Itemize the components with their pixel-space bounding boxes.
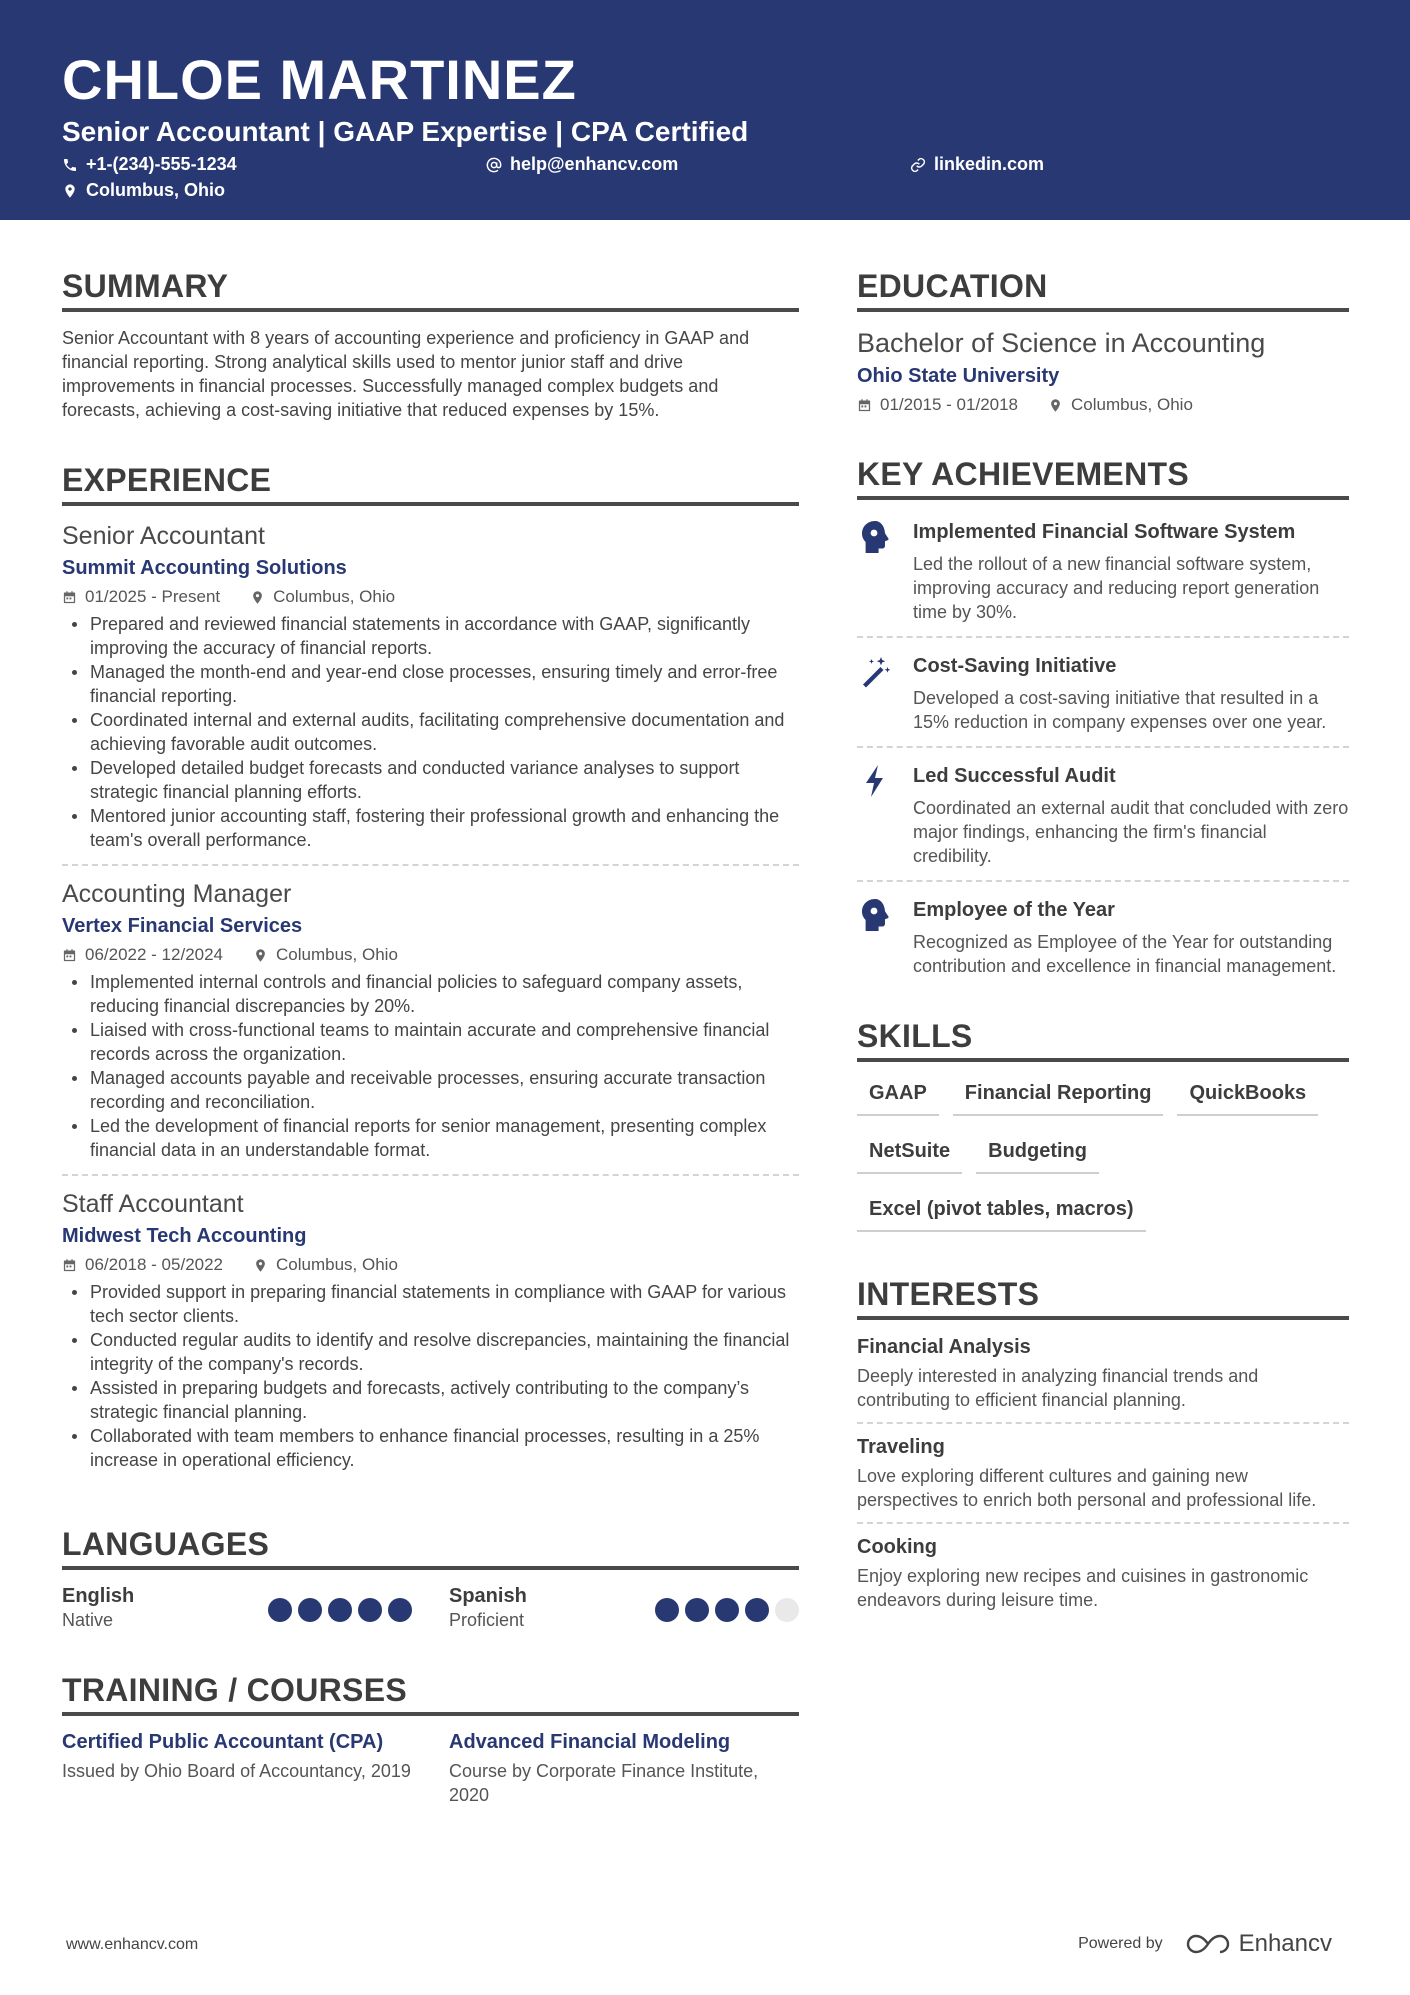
rating-dot <box>745 1598 769 1622</box>
job-location <box>253 1252 398 1278</box>
interest-title: Cooking <box>857 1536 937 1558</box>
training-title: TRAINING / COURSES <box>62 1672 799 1716</box>
experience-entry <box>62 520 799 866</box>
education-title: EDUCATION <box>857 268 1349 312</box>
languages-list <box>62 1584 799 1632</box>
interests-title: INTERESTS <box>857 1276 1349 1320</box>
interest-title: Traveling <box>857 1436 945 1458</box>
rating-dot <box>715 1598 739 1622</box>
education-location-text: Columbus, Ohio <box>1071 395 1193 414</box>
bullet-item: Coordinated internal and external audits, facilitating comprehensive documentation and achieving favorable audit outcomes. <box>62 708 799 756</box>
interests-section <box>857 1276 1349 1622</box>
education-location <box>1048 392 1193 418</box>
interest-item <box>857 1534 1349 1622</box>
magic-wand-icon <box>859 654 891 688</box>
company-name: Summit Accounting Solutions <box>62 557 347 579</box>
rating-dot <box>298 1598 322 1622</box>
email-text[interactable]: help@enhancv.com <box>510 154 679 174</box>
phone-text: +1-(234)-555-1234 <box>86 154 237 174</box>
bullet-item: Managed accounts payable and receivable processes, ensuring accurate transaction recording and reconciliation. <box>62 1066 799 1114</box>
summary-title: SUMMARY <box>62 268 799 312</box>
languages-section <box>62 1526 799 1632</box>
bullet-item: Liaised with cross-functional teams to maintain accurate and comprehensive financial records across the organization. <box>62 1018 799 1066</box>
head-icon <box>859 520 891 554</box>
achievement-icon-wrap <box>857 896 893 936</box>
job-dates <box>62 584 220 610</box>
bullet-item: Developed detailed budget forecasts and conducted variance analyses to support strategic financial planning efforts. <box>62 756 799 804</box>
job-dates <box>62 942 223 968</box>
achievement-desc: Developed a cost-saving initiative that resulted in a 15% reduction in company expenses over one year. <box>913 688 1327 732</box>
bullet-item: Assisted in preparing budgets and forecasts, actively contributing to the company’s strategic financial planning. <box>62 1376 799 1424</box>
skills-list <box>857 1076 1349 1232</box>
interest-desc: Deeply interested in analyzing financial trends and contributing to efficient financial planning. <box>857 1366 1259 1410</box>
achievement-title: Implemented Financial Software System <box>913 521 1296 543</box>
skill-tag: Excel (pivot tables, macros) <box>857 1196 1146 1232</box>
phone-icon <box>62 157 78 173</box>
job-location <box>253 942 398 968</box>
language-name: Spanish <box>449 1585 527 1607</box>
course-desc: Course by Corporate Finance Institute, 2020 <box>449 1761 759 1805</box>
achievement-icon-wrap <box>857 518 893 558</box>
contact-info <box>62 154 1348 210</box>
interest-desc: Enjoy exploring new recipes and cuisines in gastronomic endeavors during leisure time. <box>857 1566 1309 1610</box>
skills-section <box>857 1018 1349 1232</box>
bullet-item: Collaborated with team members to enhance financial processes, resulting in a 25% increase in operational efficiency. <box>62 1424 799 1472</box>
experience-entry <box>62 1188 799 1484</box>
achievement-icon-wrap <box>857 762 893 802</box>
achievement-title: Employee of the Year <box>913 899 1115 921</box>
job-meta <box>62 942 799 968</box>
experience-title: EXPERIENCE <box>62 462 799 506</box>
rating-dot <box>775 1598 799 1622</box>
languages-title: LANGUAGES <box>62 1526 799 1570</box>
rating-dot <box>328 1598 352 1622</box>
job-bullets <box>62 612 799 852</box>
language-level: Native <box>62 1610 114 1630</box>
calendar-icon <box>62 1258 77 1273</box>
experience-entry <box>62 878 799 1176</box>
location-pin-icon <box>62 183 78 199</box>
training-section <box>62 1672 799 1807</box>
job-title: Senior Accountant <box>62 522 265 550</box>
achievement-title: Cost-Saving Initiative <box>913 655 1117 677</box>
language-rating <box>268 1598 412 1622</box>
contact-email[interactable] <box>486 154 678 175</box>
rating-dot <box>358 1598 382 1622</box>
summary-section <box>62 268 799 422</box>
job-title: Accounting Manager <box>62 880 292 908</box>
location-pin-icon <box>1048 398 1063 413</box>
bullet-item: Conducted regular audits to identify and resolve discrepancies, maintaining the financial integrity of the company's records. <box>62 1328 799 1376</box>
course-title: Certified Public Accountant (CPA) <box>62 1731 384 1753</box>
course-item <box>62 1730 412 1807</box>
course-title: Advanced Financial Modeling <box>449 1731 731 1753</box>
experience-section <box>62 462 799 1484</box>
resume-header <box>0 0 1410 220</box>
powered-by-text: Powered by <box>1078 1935 1163 1952</box>
company-name: Vertex Financial Services <box>62 915 303 937</box>
language-level: Proficient <box>449 1610 525 1630</box>
rating-dot <box>685 1598 709 1622</box>
link-icon <box>910 157 926 173</box>
interest-title: Financial Analysis <box>857 1336 1031 1358</box>
achievement-item <box>857 648 1349 748</box>
interest-desc: Love exploring different cultures and gaining new perspectives to enrich both personal and professional life. <box>857 1466 1317 1510</box>
job-meta <box>62 584 799 610</box>
infinity-logo-icon <box>1185 1932 1231 1956</box>
language-rating <box>655 1598 799 1622</box>
location-pin-icon <box>253 1258 268 1273</box>
education-dates <box>857 392 1018 418</box>
brand-logo[interactable] <box>1185 1930 1332 1958</box>
achievement-desc: Recognized as Employee of the Year for outstanding contribution and excellence in financial management. <box>913 932 1337 976</box>
achievement-title: Led Successful Audit <box>913 765 1116 787</box>
bullet-item: Implemented internal controls and financial policies to safeguard company assets, reducing financial discrepancies by 20%. <box>62 970 799 1018</box>
courses-list <box>62 1730 799 1807</box>
contact-linkedin[interactable] <box>910 154 1044 175</box>
achievement-item <box>857 514 1349 638</box>
job-location-text: Columbus, Ohio <box>276 945 398 964</box>
rating-dot <box>655 1598 679 1622</box>
job-dates-text: 06/2018 - 05/2022 <box>85 1255 224 1274</box>
job-bullets <box>62 1280 799 1472</box>
degree-title: Bachelor of Science in Accounting <box>857 328 1266 358</box>
right-column <box>857 268 1349 1662</box>
contact-location <box>62 180 225 201</box>
interest-item <box>857 1434 1349 1524</box>
achievement-body <box>913 896 1349 978</box>
bullet-item: Mentored junior accounting staff, fostering their professional growth and enhancing the team's overall performance. <box>62 804 799 852</box>
interest-item <box>857 1334 1349 1424</box>
skill-tag: Budgeting <box>976 1138 1099 1174</box>
education-section <box>857 268 1349 418</box>
bullet-item: Prepared and reviewed financial statements in accordance with GAAP, significantly improving the accuracy of financial reports. <box>62 612 799 660</box>
job-title: Staff Accountant <box>62 1190 244 1218</box>
language-text <box>449 1584 527 1632</box>
candidate-headline: Senior Accountant | GAAP Expertise | CPA Certified <box>62 116 749 147</box>
at-icon <box>486 157 502 173</box>
achievement-body <box>913 762 1349 868</box>
company-name: Midwest Tech Accounting <box>62 1225 307 1247</box>
page-footer <box>66 1930 1332 1960</box>
job-dates-text: 06/2022 - 12/2024 <box>85 945 224 964</box>
job-meta <box>62 1252 799 1278</box>
achievement-desc: Coordinated an external audit that concluded with zero major findings, enhancing the firm's financial credibility. <box>913 798 1349 866</box>
skill-tag: QuickBooks <box>1177 1080 1318 1116</box>
footer-branding <box>1078 1930 1332 1958</box>
achievements-title: KEY ACHIEVEMENTS <box>857 456 1349 500</box>
rating-dot <box>388 1598 412 1622</box>
rating-dot <box>268 1598 292 1622</box>
job-location <box>250 584 395 610</box>
summary-text: Senior Accountant with 8 years of accounting experience and proficiency in GAAP and financial reporting. Strong analytical skills used to mentor junior staff and drive improvements in financial processes. Successfully managed complex budgets and forecasts, achieving a cost-saving initiative that reduced expenses by 15%. <box>62 328 750 420</box>
lightning-icon <box>859 764 891 798</box>
achievement-body <box>913 518 1349 624</box>
achievement-desc: Led the rollout of a new financial software system, improving accuracy and reducing report generation time by 30%. <box>913 554 1320 622</box>
language-name: English <box>62 1585 135 1607</box>
language-item <box>449 1584 799 1632</box>
education-dates-text: 01/2015 - 01/2018 <box>880 395 1019 414</box>
education-meta <box>857 392 1349 418</box>
achievement-item <box>857 758 1349 882</box>
location-text: Columbus, Ohio <box>86 180 225 200</box>
achievement-item <box>857 892 1349 990</box>
job-location-text: Columbus, Ohio <box>276 1255 398 1274</box>
achievement-body <box>913 652 1349 734</box>
linkedin-text[interactable]: linkedin.com <box>934 154 1045 174</box>
footer-website[interactable]: www.enhancv.com <box>66 1936 199 1953</box>
language-item <box>62 1584 412 1632</box>
calendar-icon <box>857 398 872 413</box>
left-column <box>62 268 799 1847</box>
job-location-text: Columbus, Ohio <box>273 587 396 606</box>
skills-title: SKILLS <box>857 1018 1349 1062</box>
achievements-section <box>857 456 1349 990</box>
brand-name: Enhancv <box>1238 1930 1332 1957</box>
bullet-item: Led the development of financial reports for senior management, presenting complex financial data in an understandable format. <box>62 1114 799 1162</box>
job-dates-text: 01/2025 - Present <box>85 587 221 606</box>
achievement-icon-wrap <box>857 652 893 692</box>
skill-tag: Financial Reporting <box>953 1080 1164 1116</box>
calendar-icon <box>62 590 77 605</box>
contact-phone <box>62 154 237 175</box>
skill-tag: GAAP <box>857 1080 939 1116</box>
course-item <box>449 1730 799 1807</box>
bullet-item: Provided support in preparing financial statements in compliance with GAAP for various tech sector clients. <box>62 1280 799 1328</box>
job-bullets <box>62 970 799 1162</box>
candidate-name: CHLOE MARTINEZ <box>62 48 577 111</box>
course-desc: Issued by Ohio Board of Accountancy, 2019 <box>62 1761 411 1781</box>
skill-tag: NetSuite <box>857 1138 962 1174</box>
calendar-icon <box>62 948 77 963</box>
head-icon <box>859 898 891 932</box>
bullet-item: Managed the month-end and year-end close processes, ensuring timely and error-free financial reporting. <box>62 660 799 708</box>
language-text <box>62 1584 134 1632</box>
location-pin-icon <box>253 948 268 963</box>
job-dates <box>62 1252 223 1278</box>
location-pin-icon <box>250 590 265 605</box>
school-name: Ohio State University <box>857 365 1060 387</box>
